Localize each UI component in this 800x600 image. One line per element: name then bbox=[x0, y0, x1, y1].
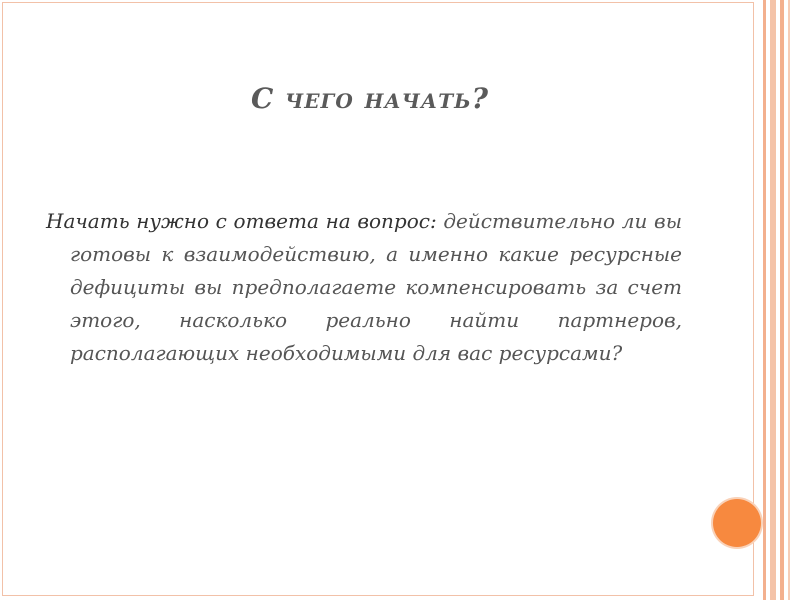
orange-circle-decoration bbox=[713, 499, 761, 547]
body-text: действительно ли вы готовы к взаимодействию, а именно какие ресурсные дефициты вы предполагаете компенсировать за счет этого, насколько реально найти партнеров, располагающих необходимыми для вас ресурсами? bbox=[70, 209, 682, 365]
decorative-stripe bbox=[788, 0, 790, 600]
decorative-stripe bbox=[770, 0, 776, 600]
slide-title: С чего начать? bbox=[250, 82, 490, 115]
decorative-stripe bbox=[763, 0, 766, 600]
decorative-stripe bbox=[780, 0, 784, 600]
lead-text: Начать нужно с ответа на вопрос: bbox=[46, 209, 437, 233]
slide-body bbox=[46, 205, 682, 370]
